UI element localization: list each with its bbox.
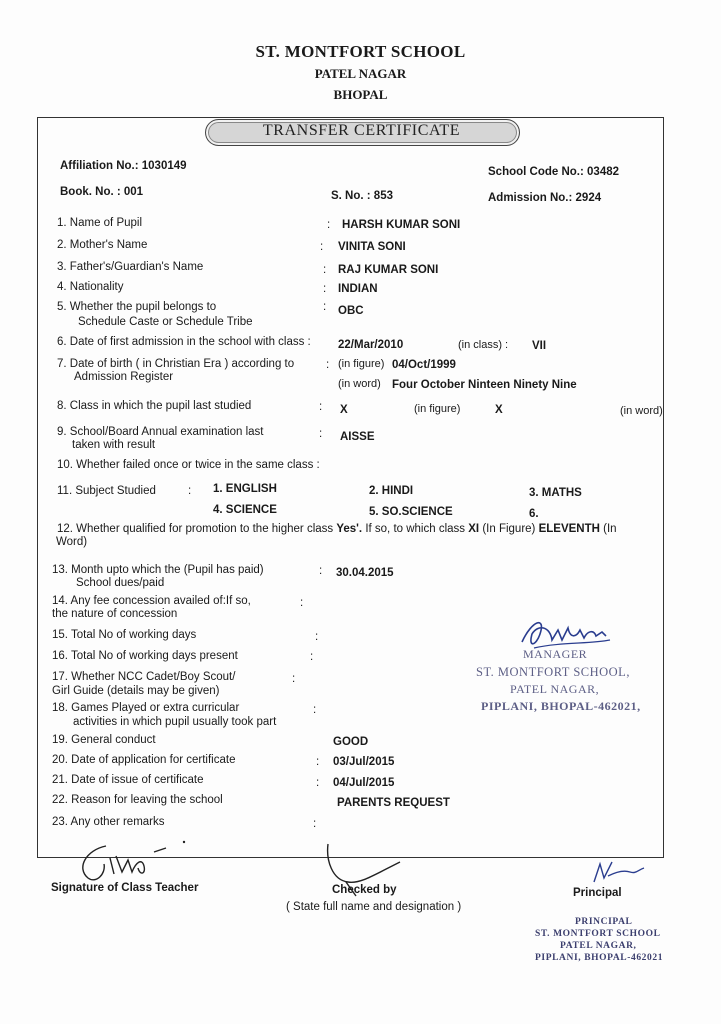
field-21-value: 04/Jul/2015	[333, 777, 395, 789]
manager-signature-text: William	[554, 635, 561, 637]
school-area: PATEL NAGAR	[314, 66, 407, 81]
field-20-value: 03/Jul/2015	[333, 756, 395, 768]
colon: :	[320, 241, 324, 253]
field-8-in-figure: (in figure)	[414, 403, 461, 415]
field-4-value: INDIAN	[338, 283, 378, 295]
colon: :	[315, 631, 319, 643]
field-7-figure: 04/Oct/1999	[392, 359, 456, 371]
field-21-label: 21. Date of issue of certificate	[52, 774, 204, 786]
field-7-in-word: (in word)	[338, 378, 381, 390]
manager-stamp-city: PIPLANI, BHOPAL-462021,	[481, 699, 641, 713]
field-12-class: XI	[468, 523, 480, 535]
school-code: School Code No.: 03482	[488, 166, 620, 178]
principal-stamp-school: ST. MONTFORT SCHOOL	[535, 929, 661, 939]
designation-note: ( State full name and designation )	[286, 901, 462, 913]
field-6-label: 6. Date of first admission in the school with class :	[57, 336, 311, 348]
colon: :	[326, 359, 330, 371]
field-2-value: VINITA SONI	[338, 241, 406, 253]
field-8-fig-value: X	[340, 404, 348, 416]
field-11-label: 11. Subject Studied	[57, 485, 156, 497]
colon: :	[300, 597, 304, 609]
field-13-label-cont: School dues/paid	[76, 577, 165, 589]
field-18-label: 18. Games Played or extra curricular	[52, 702, 240, 714]
field-18-label-cont: activities in which pupil usually took part	[73, 716, 277, 728]
book-no: Book. No. : 001	[60, 186, 144, 198]
field-4-label: 4. Nationality	[57, 281, 124, 293]
field-9-label: 9. School/Board Annual examination last	[57, 426, 264, 438]
field-8-label: 8. Class in which the pupil last studied	[57, 400, 252, 412]
principal-stamp-title: PRINCIPAL	[575, 917, 633, 927]
certificate-title: TRANSFER CERTIFICATE	[262, 122, 461, 139]
field-1-value: HARSH KUMAR SONI	[342, 219, 461, 231]
field-7-word: Four October Ninteen Ninety Nine	[392, 379, 577, 391]
manager-stamp-school: ST. MONTFORT SCHOOL,	[476, 665, 630, 679]
subject-3: 3. MATHS	[529, 487, 582, 499]
field-8-in-word: (in word)	[620, 405, 663, 417]
field-6-class: VII	[532, 340, 547, 352]
field-3-value: RAJ KUMAR SONI	[338, 264, 439, 276]
field-10-label: 10. Whether failed once or twice in the same class :	[57, 459, 320, 471]
field-12-label	[57, 522, 617, 536]
field-14-label-cont: the nature of concession	[52, 608, 178, 620]
field-12-in-figure: (In Figure)	[482, 523, 536, 535]
manager-stamp-area: PATEL NAGAR,	[510, 682, 600, 696]
principal-label: Principal	[573, 887, 622, 899]
field-13-value: 30.04.2015	[336, 567, 394, 579]
field-12-word-label: Word)	[56, 536, 88, 548]
field-2-label: 2. Mother's Name	[57, 239, 148, 251]
colon: :	[316, 756, 320, 768]
field-13-label: 13. Month upto which the (Pupil has paid)	[52, 564, 264, 576]
colon: :	[316, 777, 320, 789]
subject-2: 2. HINDI	[369, 485, 414, 497]
colon: :	[292, 673, 296, 685]
principal-stamp-city: PIPLANI, BHOPAL-462021	[535, 953, 664, 963]
checked-by-label: Checked by	[332, 884, 397, 896]
colon: :	[319, 428, 323, 440]
field-3-label: 3. Father's/Guardian's Name	[57, 261, 204, 273]
affiliation-no: Affiliation No.: 1030149	[60, 160, 187, 172]
field-16-label: 16. Total No of working days present	[52, 650, 238, 662]
field-7-in-figure: (in figure)	[338, 358, 385, 370]
subject-1: 1. ENGLISH	[213, 483, 277, 495]
colon: :	[310, 651, 314, 663]
field-19-label: 19. General conduct	[52, 734, 156, 746]
field-23-label: 23. Any other remarks	[52, 816, 165, 828]
field-5-label-cont: Schedule Caste or Schedule Tribe	[78, 316, 253, 328]
colon: :	[323, 264, 327, 276]
colon: :	[319, 565, 323, 577]
field-9-value: AISSE	[340, 431, 375, 443]
colon: :	[313, 704, 317, 716]
field-12-answer: Yes'.	[336, 523, 363, 535]
colon: :	[313, 818, 317, 830]
manager-stamp-title: MANAGER	[523, 647, 588, 661]
colon: :	[188, 485, 192, 497]
field-5-label: 5. Whether the pupil belongs to	[57, 301, 217, 313]
school-name: ST. MONTFORT SCHOOL	[255, 42, 466, 61]
field-22-label: 22. Reason for leaving the school	[52, 794, 223, 806]
field-6-in-class: (in class) :	[458, 339, 509, 351]
field-20-label: 20. Date of application for certificate	[52, 754, 236, 766]
field-12-word: ELEVENTH	[538, 523, 600, 535]
colon: :	[323, 301, 327, 313]
field-12-in: (In	[603, 523, 617, 535]
field-9-label-cont: taken with result	[72, 439, 156, 451]
class-teacher-label: Signature of Class Teacher	[51, 882, 199, 894]
field-7-label-cont: Admission Register	[74, 371, 174, 383]
subject-5: 5. SO.SCIENCE	[369, 506, 453, 518]
admission-no: Admission No.: 2924	[488, 192, 602, 204]
field-19-value: GOOD	[333, 736, 369, 748]
school-city: BHOPAL	[333, 87, 388, 102]
principal-stamp-area: PATEL NAGAR,	[560, 941, 637, 951]
subject-4: 4. SCIENCE	[213, 504, 277, 516]
field-12-question: 12. Whether qualified for promotion to the higher class	[57, 523, 334, 535]
field-17-label: 17. Whether NCC Cadet/Boy Scout/	[52, 671, 236, 683]
colon: :	[323, 283, 327, 295]
field-14-label: 14. Any fee concession availed of:If so,	[52, 595, 251, 607]
serial-no: S. No. : 853	[331, 190, 393, 202]
field-1-label: 1. Name of Pupil	[57, 217, 143, 229]
field-15-label: 15. Total No of working days	[52, 629, 197, 641]
colon: :	[319, 401, 323, 413]
field-6-date: 22/Mar/2010	[338, 339, 404, 351]
colon: :	[327, 219, 331, 231]
field-5-value: OBC	[338, 305, 364, 317]
field-17-label-cont: Girl Guide (details may be given)	[52, 685, 220, 697]
subject-6: 6.	[529, 508, 539, 520]
field-8-word-value: X	[495, 404, 503, 416]
field-7-label: 7. Date of birth ( in Christian Era ) according to	[57, 358, 295, 370]
field-12-followup: If so, to which class	[365, 523, 466, 535]
field-22-value: PARENTS REQUEST	[337, 797, 450, 809]
